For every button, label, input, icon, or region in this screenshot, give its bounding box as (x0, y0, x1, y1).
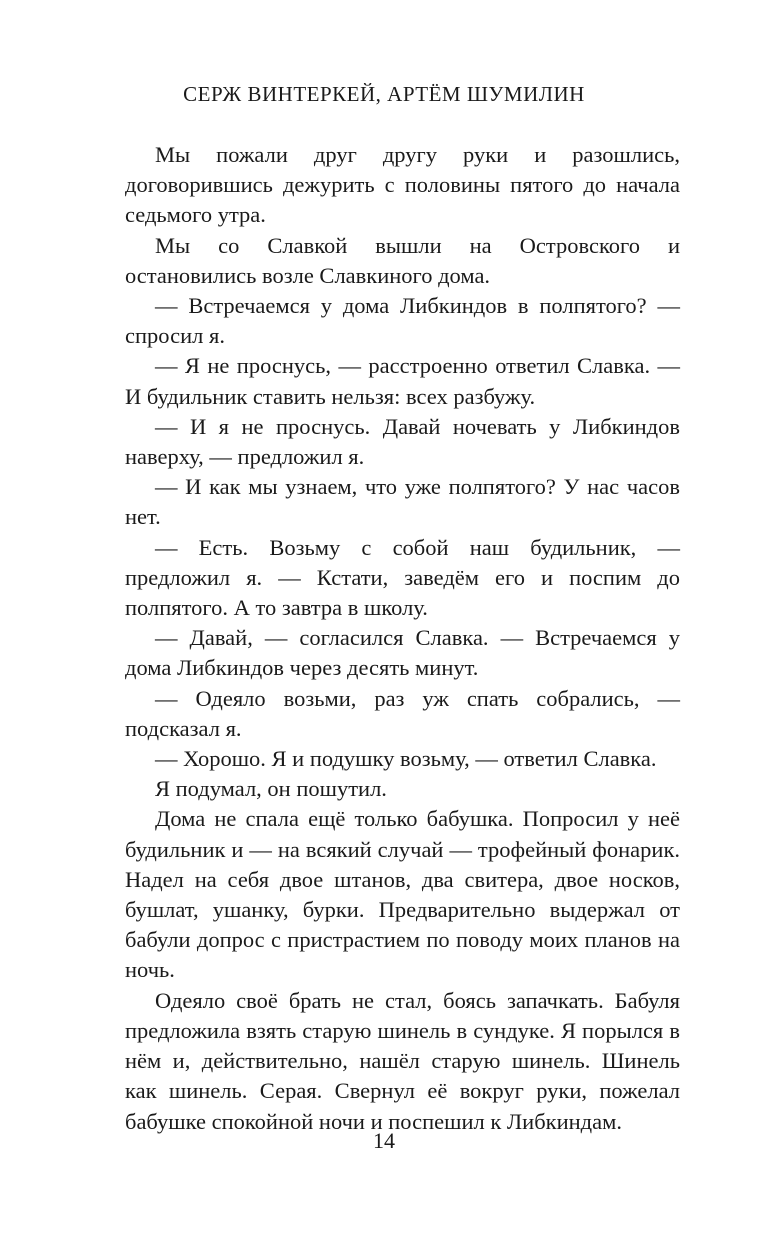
paragraph: Я подумал, он пошутил. (155, 776, 387, 802)
paragraph: Мы пожали друг другу руки и разошлись, договорившись дежурить с половины пятого до начала седьмого утра. (125, 142, 680, 228)
paragraph: — И как мы узнаем, что уже полпятого? У нас часов нет. (125, 474, 680, 530)
paragraph: — И я не проснусь. Давай ночевать у Либкиндов наверху, — предложил я. (125, 413, 680, 470)
paragraph: Мы со Славкой вышли на Островского и остановились возле Славкиного дома. (125, 232, 680, 288)
paragraph: — Я не проснусь, — расстроенно ответил Славка. — И будильник ставить нельзя: всех разбужу. (125, 353, 680, 409)
running-head: СЕРЖ ВИНТЕРКЕЙ, АРТЁМ ШУМИЛИН (183, 82, 585, 106)
page-number: 14 (373, 1128, 395, 1153)
paragraph: — Хорошо. Я и подушку возьму, — ответил Славка. (155, 746, 657, 772)
paragraph: — Одеяло возьми, раз уж спать собрались, — подсказал я. (125, 685, 680, 741)
body-text (125, 140, 680, 1137)
paragraph: — Давай, — согласился Славка. — Встречаемся у дома Либкиндов через десять минут. (125, 625, 680, 681)
paragraph: Дома не спала ещё только бабушка. Попросил у неё будильник и — на всякий случай — трофейный фонарик. Надел на себя двое штанов, два свитера, двое носков, бушлат, ушанку, бурки. Предварительно выдержал от бабули допрос с пристрастием по поводу моих планов на ночь. (125, 806, 680, 983)
paragraph: Одеяло своё брать не стал, боясь запачкать. Бабуля предложила взять старую шинель в сундуке. Я порылся в нём и, действительно, нашёл старую шинель. Шинель как шинель. Серая. Свернул её вокруг руки, пожелал бабушке спокойной ночи и поспешил к Либкиндам. (125, 987, 680, 1134)
paragraph: — Есть. Возьму с собой наш будильник, — предложил я. — Кстати, заведём его и поспим до полпятого. А то завтра в школу. (125, 534, 680, 621)
paragraph: — Встречаемся у дома Либкиндов в полпятого? — спросил я. (125, 293, 680, 349)
